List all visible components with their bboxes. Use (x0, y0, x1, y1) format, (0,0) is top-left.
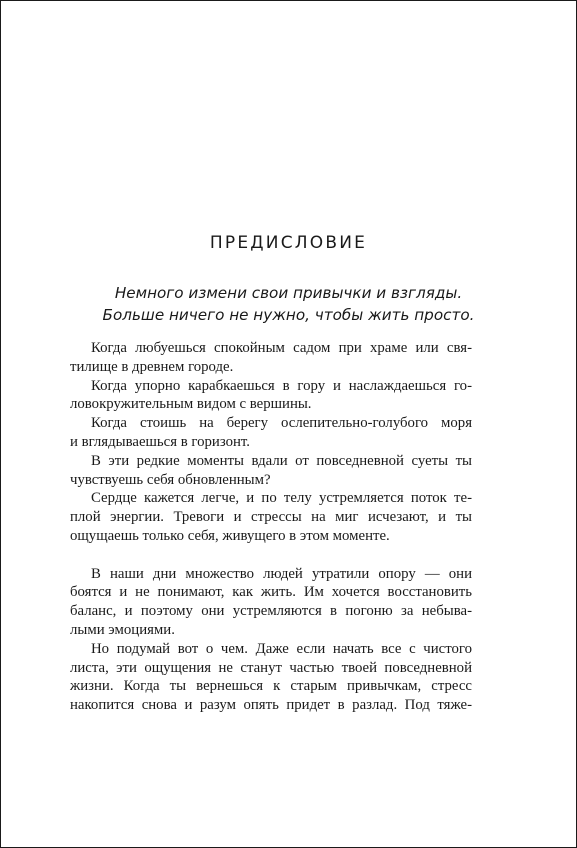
section-break (70, 546, 472, 565)
text-line: листа, эти ощущения не станут частью твоей повседневной (70, 659, 472, 676)
text-line: жизни. Когда ты вернешься к старым привычкам, стресс (70, 678, 472, 695)
text-line: лыми эмоциями. (70, 621, 175, 638)
text-line: чувствуешь себя обновленным? (70, 471, 271, 488)
paragraph (70, 640, 472, 715)
text-line: ловокружительным видом с вершины. (70, 396, 312, 413)
paragraph (70, 339, 472, 377)
text-line: и вглядываешься в горизонт. (70, 433, 250, 450)
text-line: боятся и не понимают, как жить. Им хочется восстановить (70, 584, 472, 601)
paragraph (70, 452, 472, 490)
text-line: плой энергии. Тревоги и стрессы на миг исчезают, и ты (70, 509, 472, 526)
epigraph-line: Больше ничего не нужно, чтобы жить просто. (102, 306, 475, 324)
paragraph (70, 377, 472, 415)
text-line: Но подумай вот о чем. Даже если начать все с чистого (91, 640, 472, 657)
text-line: Когда любуешься спокойным садом при храме или свя- (91, 340, 472, 356)
text-line: тилище в древнем городе. (70, 358, 234, 375)
text-line: Когда упорно карабкаешься в гору и наслаждаешься го- (91, 377, 472, 394)
paragraph (70, 414, 472, 452)
text-line: накопится снова и разум опять придет в разлад. Под тяже- (70, 697, 472, 714)
text-line: Сердце кажется легче, и по телу устремляется поток те- (91, 490, 472, 507)
text-line: ощущаешь только себя, живущего в этом моменте. (70, 527, 390, 544)
chapter-heading: ПРЕДИСЛОВИЕ (209, 233, 368, 253)
text-line: Когда стоишь на берегу ослепительно-голубого моря (91, 415, 472, 432)
paragraph (70, 565, 472, 640)
body-text (70, 339, 472, 715)
text-line: В наши дни множество людей утратили опору — они (91, 565, 472, 582)
paragraph (70, 489, 472, 545)
epigraph (61, 282, 516, 326)
text-line: В эти редкие моменты вдали от повседневной суеты ты (91, 452, 472, 469)
text-line: баланс, и поэтому они устремляются в погоню за небыва- (70, 603, 472, 620)
epigraph-line: Немного измени свои привычки и взгляды. (114, 284, 463, 302)
